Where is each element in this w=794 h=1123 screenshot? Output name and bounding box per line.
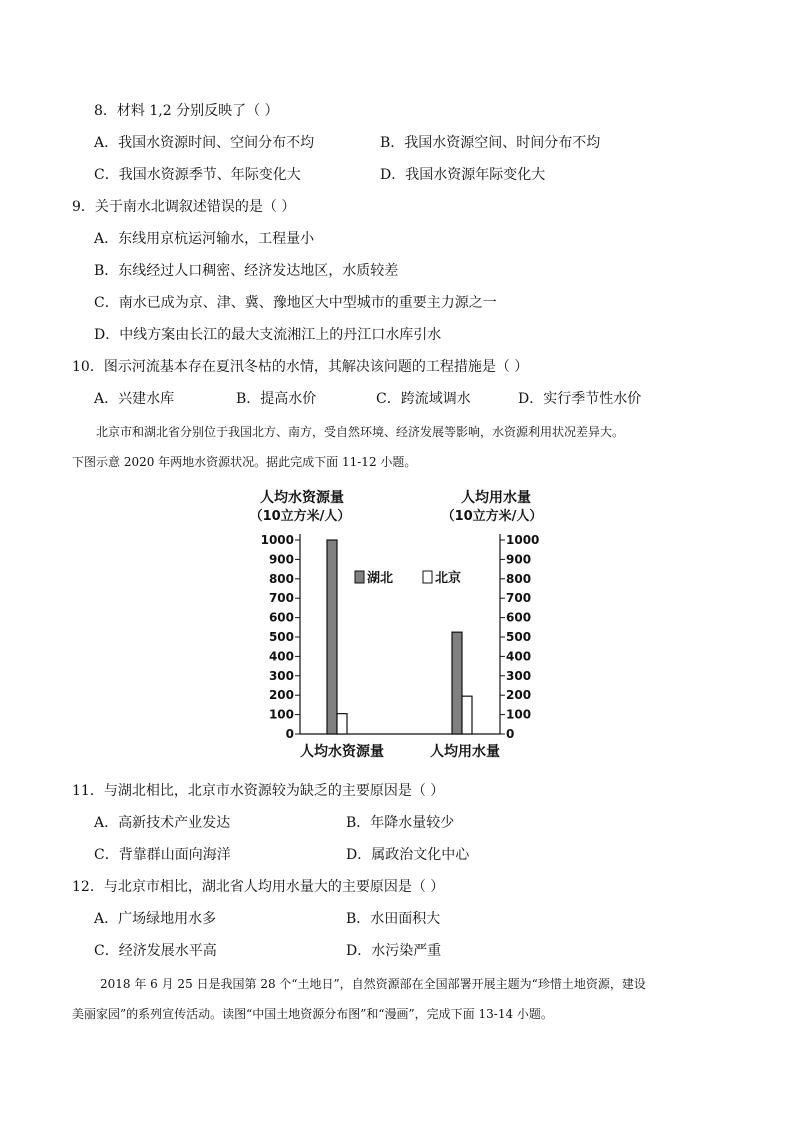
left-y-tick-label: 200: [268, 688, 294, 703]
legend-swatch-beijing: [423, 571, 432, 583]
question-10-option-c[interactable]: C．跨流域调水: [376, 391, 471, 407]
question-12-option-c[interactable]: C．经济发展水平高: [94, 943, 217, 959]
left-y-tick-label: 800: [268, 571, 294, 586]
left-y-tick-label: 700: [268, 591, 294, 606]
right-y-tick-label: 300: [506, 668, 532, 683]
question-9-option-c[interactable]: C．南水已成为京、津、冀、豫地区大中型城市的重要主力源之一: [94, 295, 497, 311]
question-11-stem: 11．与湖北相比，北京市水资源较为缺乏的主要原因是（ ）: [72, 783, 445, 799]
bar-hubei-2: [452, 632, 462, 734]
left-y-tick-label: 400: [268, 649, 294, 664]
x-category-label-2: 人均用水量: [430, 744, 500, 760]
right-y-tick-label: 100: [506, 707, 532, 722]
question-10-option-d[interactable]: D．实行季节性水价: [518, 391, 642, 407]
left-axis-unit: （10立方米/人）: [250, 509, 351, 524]
question-11-option-b[interactable]: B．年降水量较少: [346, 815, 455, 831]
question-12-option-b[interactable]: B．水田面积大: [346, 911, 441, 927]
question-10-stem: 10．图示河流基本存在夏汛冬枯的水情，其解决该问题的工程措施是（ ）: [72, 359, 529, 375]
left-y-tick-label: 300: [268, 668, 294, 683]
material-13-14-line-2: 美丽家园”的系列宣传活动。读图“中国土地资源分布图”和“漫画”，完成下面 13-14 小题。: [72, 1007, 553, 1021]
bar-beijing-1: [337, 714, 347, 734]
right-y-tick-label: 400: [506, 649, 532, 664]
question-9-stem: 9．关于南水北调叙述错误的是（ ）: [72, 199, 296, 215]
left-y-tick-label: 0: [285, 727, 294, 741]
right-y-tick-label: 0: [506, 727, 515, 741]
question-9-option-d[interactable]: D．中线方案由长江的最大支流湘江上的丹江口水库引水: [94, 327, 442, 343]
question-8-option-c[interactable]: C．我国水资源季节、年际变化大: [94, 167, 301, 183]
legend-label-hubei: 湖北: [367, 571, 394, 586]
right-y-tick-label: 600: [506, 610, 532, 625]
material-11-12-line-1: 北京市和湖北省分别位于我国北方、南方，受自然环境、经济发展等影响，水资源利用状况差异大。: [96, 425, 625, 439]
left-y-tick-label: 500: [268, 630, 294, 644]
right-y-tick-label: 500: [506, 630, 532, 644]
x-category-label-1: 人均水资源量: [300, 744, 384, 760]
left-axis-title: 人均水资源量: [260, 490, 344, 506]
question-12-option-d[interactable]: D．水污染严重: [346, 943, 442, 959]
question-10-option-b[interactable]: B．提高水价: [236, 391, 317, 407]
material-13-14-line-1: 2018 年 6 月 25 日是我国第 28 个“土地日”，自然资源部在全国部署开展主题为“珍惜土地资源，建设: [100, 977, 646, 991]
left-y-tick-label: 900: [268, 552, 294, 567]
question-12-stem: 12．与北京市相比，湖北省人均用水量大的主要原因是（ ）: [72, 879, 445, 895]
bar-beijing-2: [462, 696, 472, 734]
question-9-option-b[interactable]: B．东线经过人口稠密、经济发达地区，水质较差: [94, 263, 399, 279]
left-y-tick-label: 600: [268, 610, 294, 625]
question-11-option-d[interactable]: D．属政治文化中心: [346, 847, 470, 863]
right-y-tick-label: 700: [506, 591, 532, 606]
question-11-option-a[interactable]: A．高新技术产业发达: [94, 815, 231, 831]
right-y-tick-label: 1000: [506, 533, 540, 547]
legend-label-beijing: 北京: [435, 571, 462, 586]
left-y-tick-label: 1000: [260, 533, 294, 547]
right-axis-unit: （10立方米/人）: [441, 509, 543, 524]
question-10-option-a[interactable]: A．兴建水库: [94, 391, 175, 407]
right-y-tick-label: 200: [506, 688, 532, 703]
question-9-option-a[interactable]: A．东线用京杭运河输水，工程量小: [94, 231, 315, 247]
question-11-option-c[interactable]: C．背靠群山面向海洋: [94, 847, 231, 863]
right-y-tick-label: 800: [506, 571, 532, 586]
question-8-option-d[interactable]: D．我国水资源年际变化大: [380, 167, 546, 183]
question-8-option-b[interactable]: B．我国水资源空间、时间分布不均: [380, 135, 601, 151]
question-8-stem: 8．材料 1,2 分别反映了（ ）: [94, 103, 279, 119]
water-resource-chart: [250, 484, 550, 764]
question-12-option-a[interactable]: A．广场绿地用水多: [94, 911, 217, 927]
right-axis-title: 人均用水量: [461, 490, 531, 506]
material-11-12-line-2: 下图示意 2020 年两地水资源状况。据此完成下面 11-12 小题。: [72, 455, 417, 469]
right-y-tick-label: 900: [506, 552, 532, 567]
legend-swatch-hubei: [355, 571, 364, 583]
question-8-option-a[interactable]: A．我国水资源时间、空间分布不均: [94, 135, 315, 151]
left-y-tick-label: 100: [268, 707, 294, 722]
bar-hubei-1: [327, 540, 337, 734]
